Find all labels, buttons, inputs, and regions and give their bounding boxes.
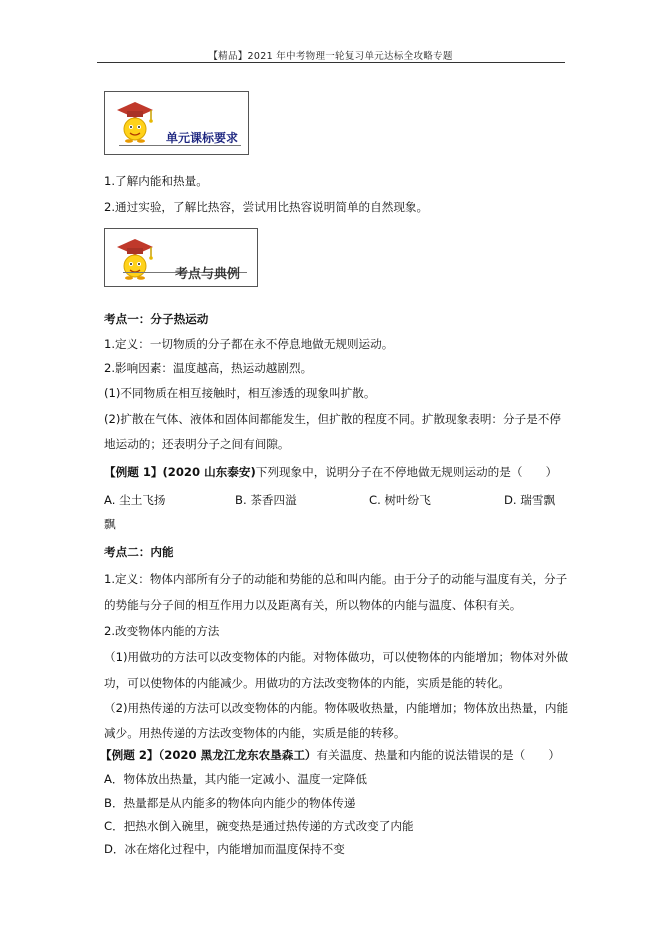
option-a: A．物体放出热量，其内能一定减小、温度一定降低 (104, 772, 367, 786)
header-rule (97, 62, 565, 63)
example-source: （2020 黑龙江龙东农垦森工） (158, 748, 317, 762)
body-line: (1)不同物质在相互接触时，相互渗透的现象叫扩散。 (104, 386, 376, 400)
example-question (104, 465, 557, 479)
example-question-text: 有关温度、热量和内能的说法错误的是（ ） (316, 748, 561, 762)
graduate-mascot-icon (113, 235, 157, 281)
section-heading: 考点一：分子热运动 (104, 312, 209, 326)
body-line: 1.定义：一切物质的分子都在永不停息地做无规则运动。 (104, 337, 394, 351)
body-line: 2.改变物体内能的方法 (104, 624, 220, 638)
option-c: C. 树叶纷飞 (369, 493, 431, 507)
banner-key-points (104, 228, 258, 287)
graduate-mascot-icon (113, 98, 157, 144)
body-line: 地运动的；还表明分子之间有间隙。 (104, 437, 290, 451)
body-line: （2)用热传递的方法可以改变物体的内能。物体吸收热量，内能增加；物体放出热量，内能 (104, 701, 569, 715)
example-question (100, 748, 560, 762)
option-d: D．冰在熔化过程中，内能增加而温度保持不变 (104, 842, 345, 856)
option-b: B. 茶香四溢 (235, 493, 297, 507)
example-tag: 【例题 1】 (104, 465, 163, 479)
option-a: A. 尘土飞扬 (104, 493, 166, 507)
body-line: 1.定义：物体内部所有分子的动能和势能的总和叫内能。由于分子的动能与温度有关，分子 (104, 572, 568, 586)
body-line: 2.影响因素：温度越高，热运动越剧烈。 (104, 361, 313, 375)
body-line: 功，可以使物体的内能减少。用做功的方法改变物体的内能，实质是能的转化。 (104, 676, 510, 690)
example-source: (2020 山东泰安) (162, 465, 256, 479)
page-header: 【精品】2021 年中考物理一轮复习单元达标全攻略专题 (208, 51, 453, 62)
section-heading: 考点二：内能 (104, 545, 174, 559)
requirement-item: 2.通过实验，了解比热容，尝试用比热容说明简单的自然现象。 (104, 200, 429, 214)
example-question-text: 下列现象中，说明分子在不停地做无规则运动的是（ ） (255, 465, 558, 479)
banner-unit-requirements (104, 91, 249, 155)
body-line: 的势能与分子间的相互作用力以及距离有关，所以物体的内能与温度、体积有关。 (104, 598, 522, 612)
example-tag: 【例题 2】 (100, 748, 159, 762)
banner-title: 单元课标要求 (166, 131, 239, 145)
option-c: C．把热水倒入碗里，碗变热是通过热传递的方式改变了内能 (104, 819, 414, 833)
body-line: (2)扩散在气体、液体和固体间都能发生，但扩散的程度不同。扩散现象表明：分子是不停 (104, 412, 561, 426)
body-line: 减少。用热传递的方法改变物体的内能，实质是能的转移。 (104, 726, 406, 740)
option-b: B．热量都是从内能多的物体向内能少的物体传递 (104, 796, 356, 810)
option-d: D. 瑞雪飘 (504, 493, 556, 507)
banner-title: 考点与典例 (175, 267, 241, 282)
body-line: （1)用做功的方法可以改变物体的内能。对物体做功，可以使物体的内能增加；物体对外做 (104, 650, 569, 664)
requirement-item: 1.了解内能和热量。 (104, 174, 208, 188)
option-d-wrap: 飘 (104, 517, 116, 531)
